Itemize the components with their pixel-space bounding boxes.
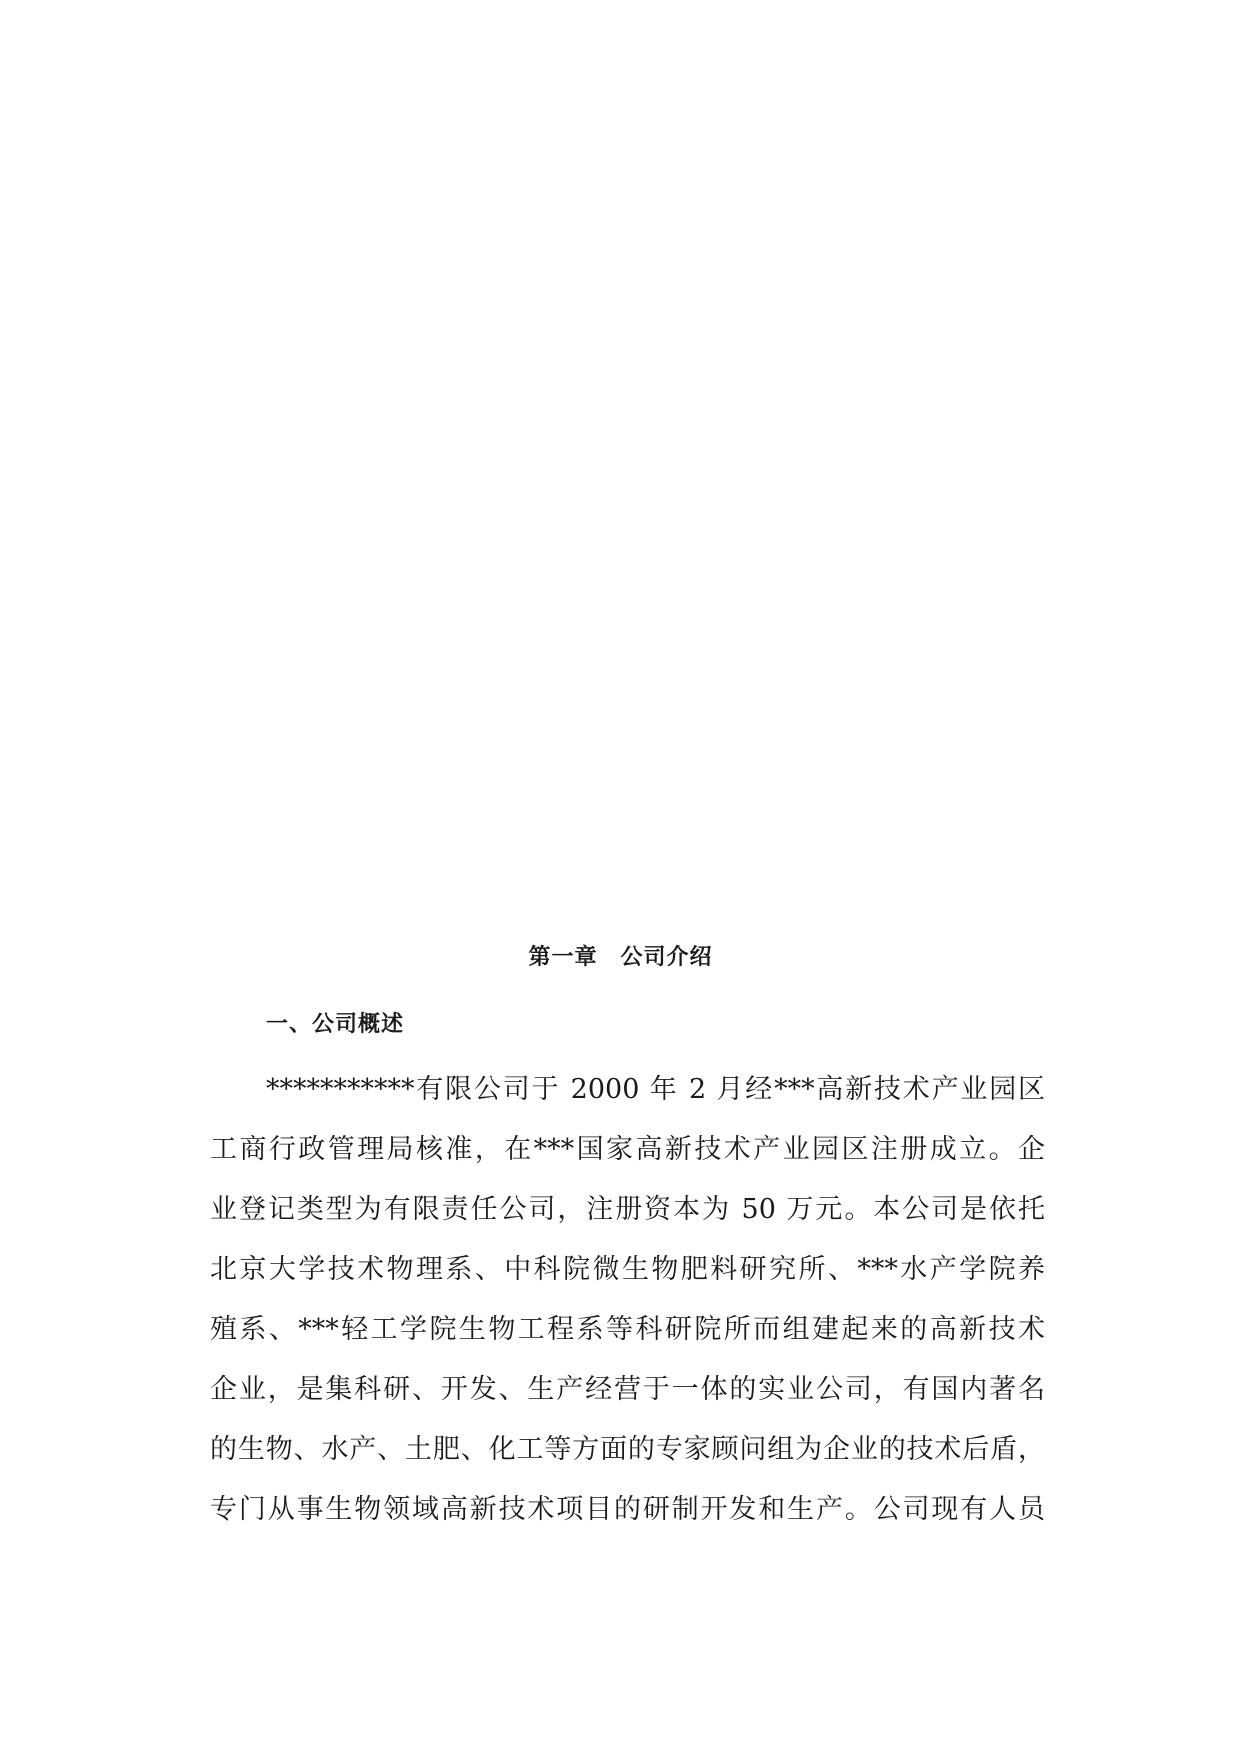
body-paragraph (210, 1060, 1045, 1540)
paragraph-line: 业登记类型为有限责任公司，注册资本为 50 万元。本公司是依托 (210, 1194, 1045, 1225)
chapter-title: 第一章 公司介绍 (528, 945, 713, 970)
paragraph-line: 殖系、***轻工学院生物工程系等科研院所而组建起来的高新技术 (210, 1314, 1045, 1345)
paragraph-line: 企业，是集科研、开发、生产经营于一体的实业公司，有国内著名 (210, 1374, 1045, 1405)
paragraph-line: 北京大学技术物理系、中科院微生物肥料研究所、***水产学院养 (210, 1254, 1045, 1285)
paragraph-line: 专门从事生物领域高新技术项目的研制开发和生产。公司现有人员 (210, 1494, 1045, 1525)
paragraph-line: 工商行政管理局核准，在***国家高新技术产业园区注册成立。企 (210, 1134, 1045, 1165)
paragraph-line: ***********有限公司于 2000 年 2 月经***高新技术产业园区 (266, 1074, 1045, 1105)
section-title: 一、公司概述 (266, 1012, 405, 1037)
paragraph-line: 的生物、水产、土肥、化工等方面的专家顾问组为企业的技术后盾， (210, 1434, 1045, 1465)
